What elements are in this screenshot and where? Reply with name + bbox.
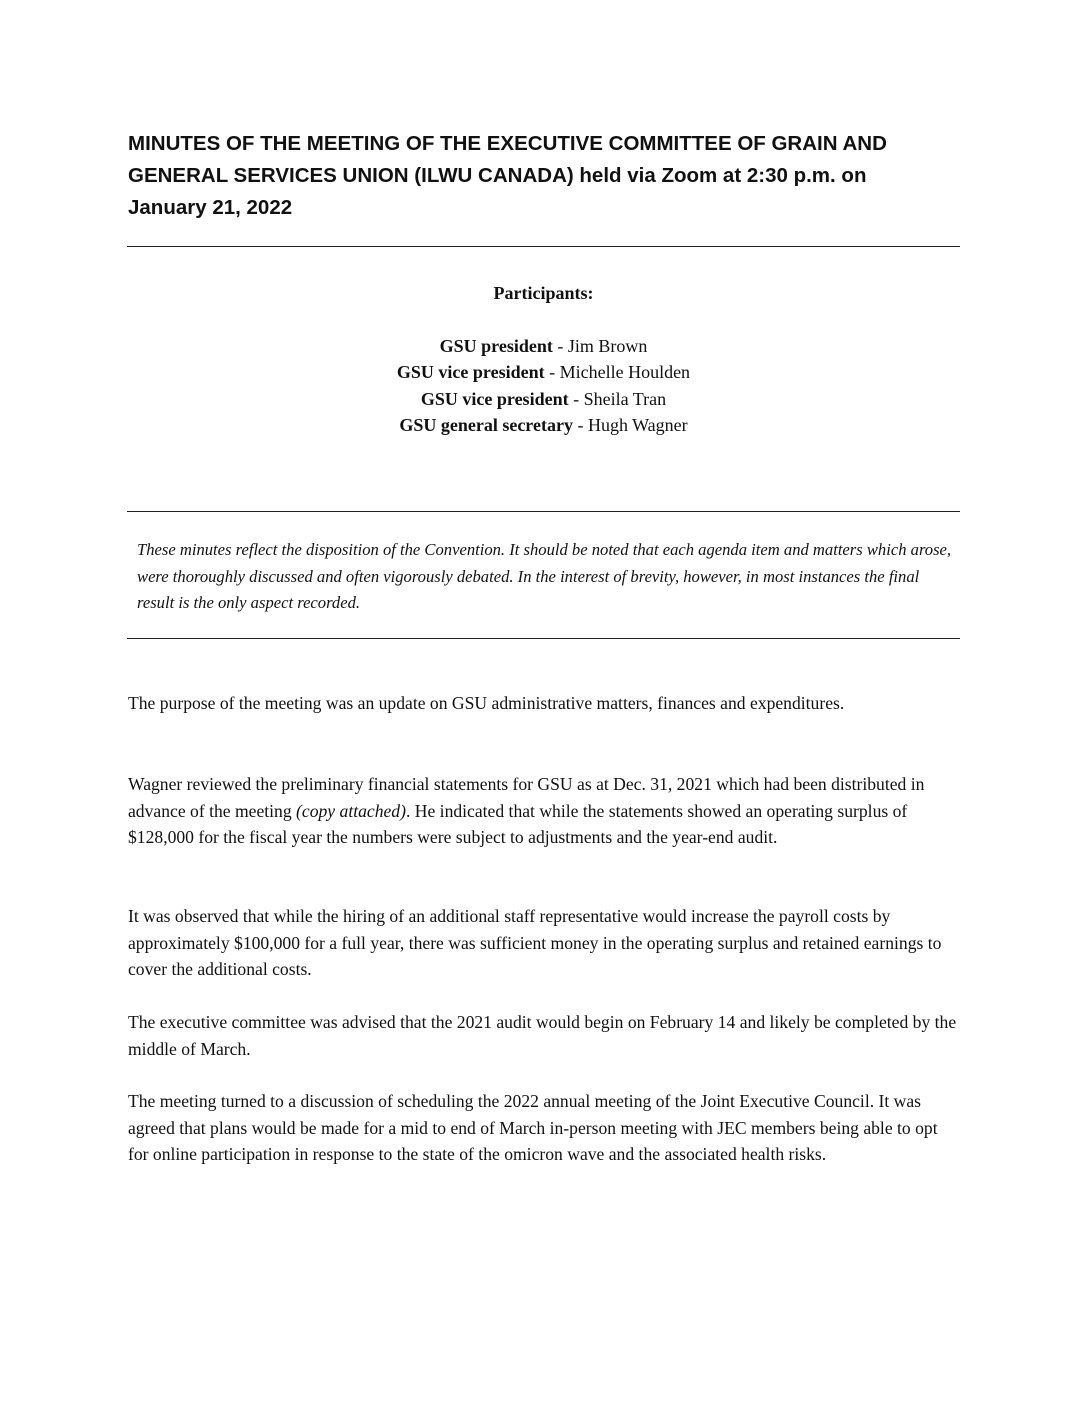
paragraph-purpose: The purpose of the meeting was an update on GSU administrative matters, finances and expenditures. [128, 693, 845, 713]
participant-role: GSU general secretary [399, 415, 573, 435]
divider-disclaimer-top [127, 511, 960, 512]
participant-role: GSU president [439, 335, 553, 356]
participant-role: GSU vice president [396, 362, 545, 382]
participant-role: GSU vice president [420, 388, 569, 409]
participant-name: - Michelle Houlden [544, 362, 691, 382]
participant-entry [127, 412, 960, 439]
participant-name: - Hugh Wagner [572, 415, 688, 435]
disclaimer-note: These minutes reflect the disposition of the Convention. It should be noted that each agenda item and matters which arose, were thoroughly discussed and often vigorously debated. In the interest of brevity, however, in most instances the final result is the only aspect recorded. [137, 540, 952, 612]
document-title: MINUTES OF THE MEETING OF THE EXECUTIVE COMMITTEE OF GRAIN AND GENERAL SERVICES UNION (ILWU CANADA) held via Zoom at 2:30 p.m. on January 21, 2022 [128, 132, 887, 219]
participants-block [127, 280, 960, 439]
participant-entry [127, 359, 960, 386]
participant-name: - Sheila Tran [568, 388, 667, 409]
participant-entry [127, 333, 960, 360]
divider-disclaimer-bottom [127, 638, 960, 639]
paragraph-text: . He indicated that while the statements showed an operating surplus of $128,000 for the fiscal year the numbers were subject to adjustments and the year-end audit. [128, 800, 908, 847]
participant-name: - Jim Brown [552, 335, 648, 356]
participants-heading: Participants: [493, 283, 594, 303]
copy-attached-note: (copy attached) [296, 800, 406, 821]
participant-entry [127, 386, 960, 413]
paragraph-financial-statements [128, 771, 960, 851]
divider-top [127, 246, 960, 247]
paragraph-staff-hiring: It was observed that while the hiring of an additional staff representative would increase the payroll costs by approximately $100,000 for a full year, there was sufficient money in the operating surplus and retained earnings to cover the additional costs. [128, 906, 942, 979]
paragraph-annual-meeting: The meeting turned to a discussion of scheduling the 2022 annual meeting of the Joint Executive Council. It was agreed that plans would be made for a mid to end of March in-person meeting with JEC members being able to opt for online participation in response to the state of the omicron wave and the associated health risks. [128, 1091, 938, 1164]
paragraph-text: Wagner reviewed the preliminary financial statements for GSU as at Dec. 31, 2021 which had been distributed in advance of the meeting [128, 774, 925, 821]
paragraph-audit: The executive committee was advised that the 2021 audit would begin on February 14 and likely be completed by the middle of March. [128, 1012, 957, 1059]
